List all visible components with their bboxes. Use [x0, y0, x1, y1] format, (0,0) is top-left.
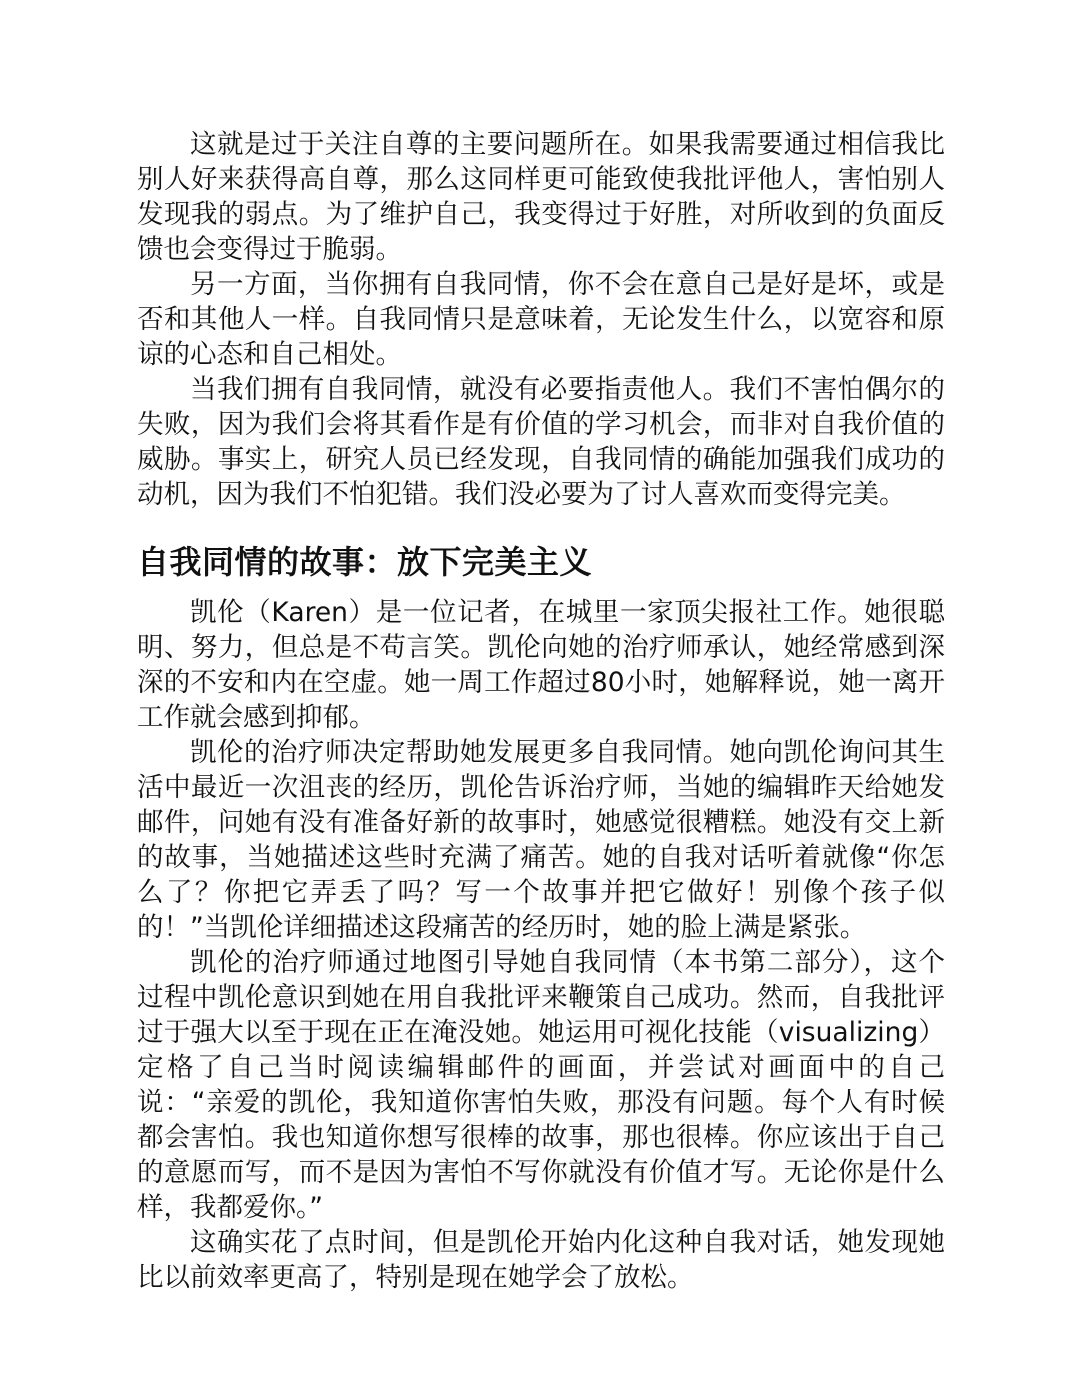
- paragraph-karen-map: 凯伦的治疗师通过地图引导她自我同情（本书第二部分），这个过程中凯伦意识到她在用自我批评来鞭策自己成功。然而，自我批评过于强大以至于现在正在淹没她。她运用可视化技能（visualizing）定格了自己当时阅读编辑邮件的画面，并尝试对画面中的自己说：“亲爱的凯伦，我知道你害怕失败，那没有问题。每个人有时候都会害怕。我也知道你想写很棒的故事，那也很棒。你应该出于自己的意愿而写，而不是因为害怕不写你就没有价值才写。无论你是什么样，我都爱你。”: [137, 947, 945, 1223]
- book-page: [137, 127, 945, 1295]
- paragraph-karen-therapy: 凯伦的治疗师决定帮助她发展更多自我同情。她向凯伦询问其生活中最近一次沮丧的经历，凯伦告诉治疗师，当她的编辑昨天给她发邮件，问她有没有准备好新的故事时，她感觉很糟糕。她没有交上新的故事，当她描述这些时充满了痛苦。她的自我对话听着就像“你怎么了？你把它弄丢了吗？写一个故事并把它做好！别像个孩子似的！”当凯伦详细描述这段痛苦的经历时，她的脸上满是紧张。: [137, 737, 945, 943]
- paragraph-self-compassion-motivation: 当我们拥有自我同情，就没有必要指责他人。我们不害怕偶尔的失败，因为我们会将其看作是有价值的学习机会，而非对自我价值的威胁。事实上，研究人员已经发现，自我同情的确能加强我们成功的动机，因为我们不怕犯错。我们没必要为了讨人喜欢而变得完美。: [137, 374, 945, 510]
- paragraph-karen-intro: 凯伦（Karen）是一位记者，在城里一家顶尖报社工作。她很聪明、努力，但总是不苟言笑。凯伦向她的治疗师承认，她经常感到深深的不安和内在空虚。她一周工作超过80小时，她解释说，她一离开工作就会感到抑郁。: [137, 597, 945, 733]
- paragraph-karen-outcome: 这确实花了点时间，但是凯伦开始内化这种自我对话，她发现她比以前效率更高了，特别是现在她学会了放松。: [137, 1227, 945, 1293]
- section-heading: 自我同情的故事：放下完美主义: [137, 543, 593, 581]
- paragraph-self-compassion-contrast: 另一方面，当你拥有自我同情，你不会在意自己是好是坏，或是否和其他人一样。自我同情只是意味着，无论发生什么，以宽容和原谅的心态和自己相处。: [137, 269, 945, 370]
- paragraph-self-esteem-problem: 这就是过于关注自尊的主要问题所在。如果我需要通过相信我比别人好来获得高自尊，那么这同样更可能致使我批评他人，害怕别人发现我的弱点。为了维护自己，我变得过于好胜，对所收到的负面反馈也会变得过于脆弱。: [137, 129, 945, 265]
